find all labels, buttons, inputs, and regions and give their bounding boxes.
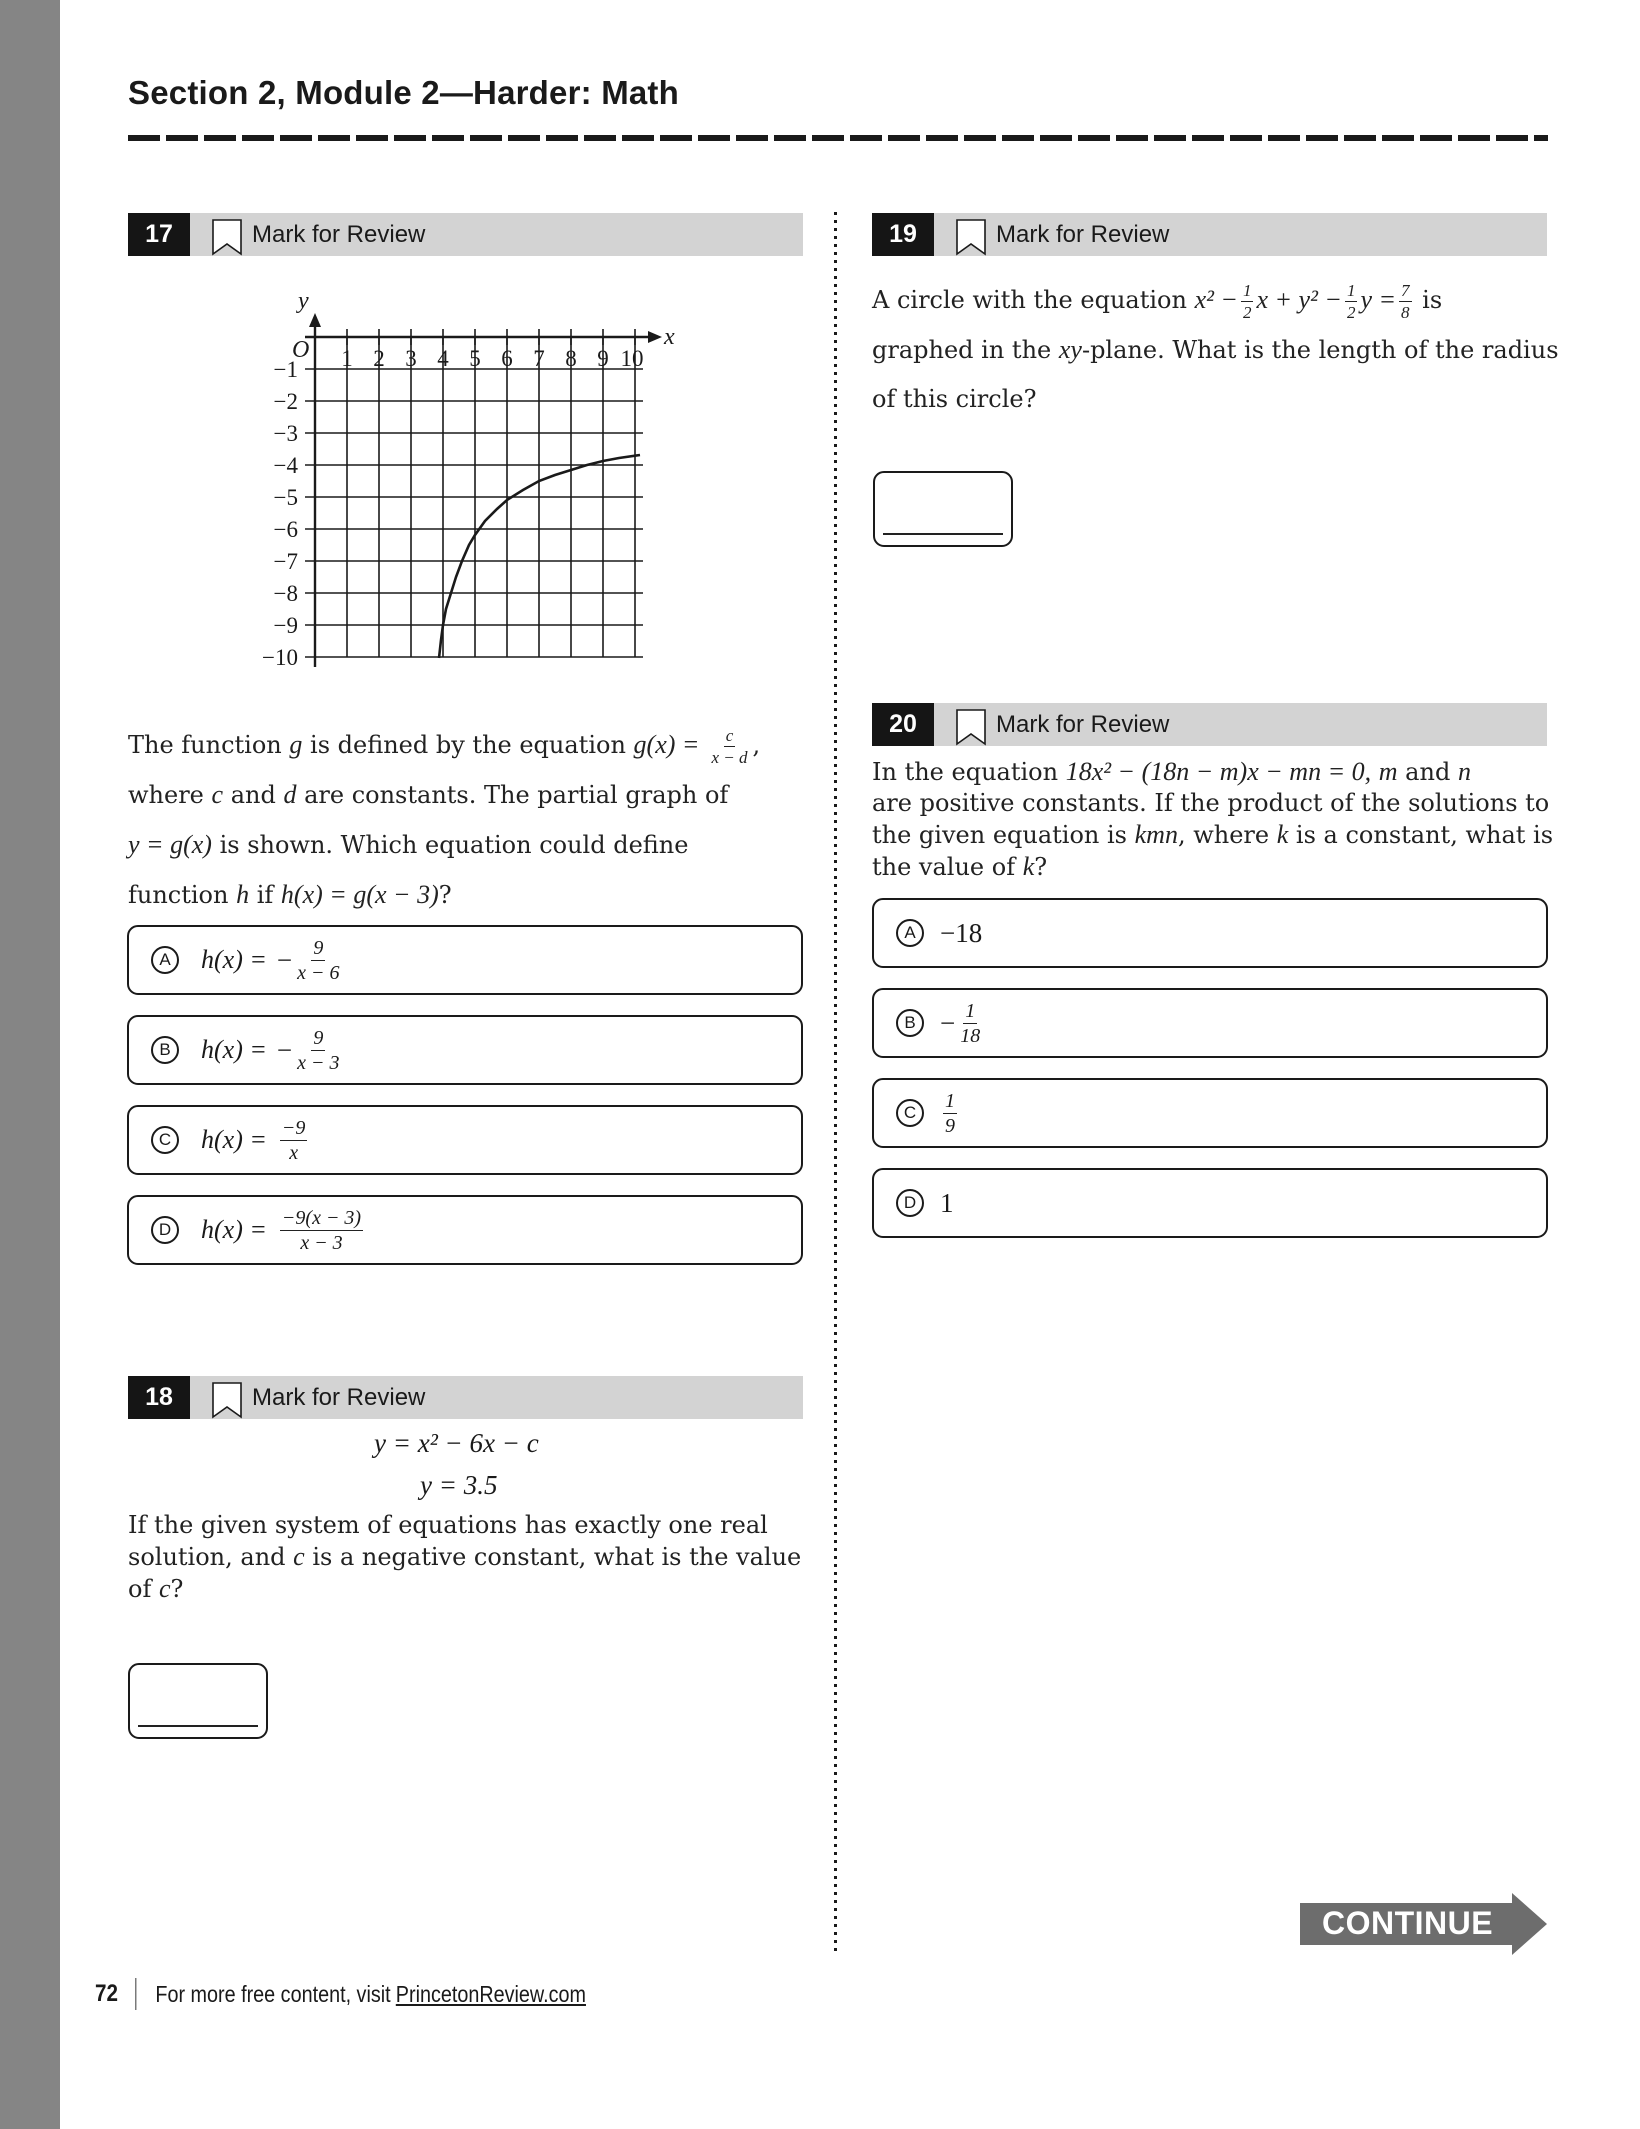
- footer-text: For more free content, visit: [155, 1980, 391, 2007]
- svg-text:2: 2: [373, 346, 385, 371]
- svg-text:8: 8: [565, 346, 577, 371]
- function-graph: [240, 285, 675, 670]
- q20-choice-c[interactable]: C $\frac{1}{9}$: [872, 1078, 1548, 1148]
- q17-choice-a[interactable]: A h(x) = − $\frac{9}{x - 6}$: [127, 925, 803, 995]
- choice-letter-d: D: [896, 1189, 924, 1217]
- q20-choice-d[interactable]: D 1: [872, 1168, 1548, 1238]
- svg-text:−1: −1: [273, 357, 298, 382]
- page-footer: [95, 1978, 586, 2010]
- choice-letter-a: A: [896, 919, 924, 947]
- choice-letter-a: A: [151, 946, 179, 974]
- page-number: 72: [95, 1980, 118, 2007]
- answer-underline: [883, 533, 1003, 535]
- svg-text:7: 7: [533, 346, 545, 371]
- system-equation-2: y = 3.5: [420, 1470, 498, 1500]
- svg-text:10: 10: [620, 346, 644, 371]
- question-19-header: [872, 213, 1547, 256]
- svg-text:−5: −5: [273, 485, 298, 510]
- continue-label: CONTINUE: [1322, 1905, 1494, 1941]
- svg-text:−4: −4: [273, 453, 298, 478]
- svg-text:−3: −3: [273, 421, 298, 446]
- svg-text:−10: −10: [262, 645, 298, 670]
- question-17-stem: The function g is defined by the equation g(x) = $\frac{c}{x - d}$ , where c and d are constants. The partial graph of y = g(x) is shown. Which equation could define function h if h(x) = g(x − 3)?: [128, 726, 761, 909]
- svg-text:6: 6: [501, 346, 513, 371]
- footer-separator: [135, 1978, 136, 2010]
- bookmark-icon[interactable]: [212, 1382, 242, 1418]
- mark-for-review-label[interactable]: Mark for Review: [252, 1383, 426, 1411]
- choice-letter-c: C: [151, 1126, 179, 1154]
- bookmark-icon[interactable]: [956, 219, 986, 255]
- y-axis-label: y: [298, 288, 309, 314]
- origin-label: O: [292, 337, 310, 363]
- svg-text:−9: −9: [273, 613, 298, 638]
- princeton-review-link[interactable]: PrincetonReview.com: [395, 1980, 586, 2007]
- question-18-header: [128, 1376, 803, 1419]
- title-dashed-rule: [128, 135, 1548, 141]
- svg-text:9: 9: [597, 346, 609, 371]
- choice-letter-d: D: [151, 1216, 179, 1244]
- svg-text:5: 5: [469, 346, 481, 371]
- q17-choice-d[interactable]: D h(x) = $\frac{-9(x - 3)}{x - 3}$: [127, 1195, 803, 1265]
- svg-text:−7: −7: [273, 549, 298, 574]
- continue-button[interactable]: [1300, 1893, 1548, 1955]
- bookmark-icon[interactable]: [956, 709, 986, 745]
- svg-text:4: 4: [437, 346, 449, 371]
- q17-choice-b[interactable]: B h(x) = − $\frac{9}{x - 3}$: [127, 1015, 803, 1085]
- q18-answer-input[interactable]: [128, 1663, 268, 1739]
- question-number: 20: [872, 703, 934, 746]
- svg-text:−8: −8: [273, 581, 298, 606]
- question-number: 19: [872, 213, 934, 256]
- choice-letter-c: C: [896, 1099, 924, 1127]
- column-divider: [834, 212, 837, 1952]
- question-19-stem: A circle with the equation x² − $\frac{1}{2}$ x + y² − $\frac{1}{2}$ y = $\frac{7}{8}$ is graphed in the xy-plane. What is the length of the radius of this circle?: [872, 281, 1559, 413]
- question-17-header: [128, 213, 803, 256]
- q20-choice-b[interactable]: B − $\frac{1}{18}$: [872, 988, 1548, 1058]
- svg-text:−6: −6: [273, 517, 298, 542]
- svg-text:−2: −2: [273, 389, 298, 414]
- svg-text:1: 1: [341, 346, 353, 371]
- choice-letter-b: B: [151, 1036, 179, 1064]
- question-number: 18: [128, 1376, 190, 1419]
- q19-answer-input[interactable]: [873, 471, 1013, 547]
- answer-underline: [138, 1725, 258, 1727]
- choice-letter-b: B: [896, 1009, 924, 1037]
- question-20-stem: In the equation 18x² − (18n − m)x − mn = 0, m and n are positive constants. If the product of the solutions to the given equation is kmn, where k is a constant, what is the value of k?: [872, 757, 1554, 881]
- mark-for-review-label[interactable]: Mark for Review: [996, 220, 1170, 248]
- question-number: 17: [128, 213, 190, 256]
- bookmark-icon[interactable]: [212, 219, 242, 255]
- x-axis-label: x: [664, 324, 675, 350]
- mark-for-review-label[interactable]: Mark for Review: [252, 220, 426, 248]
- page-title: Section 2, Module 2—Harder: Math: [128, 74, 679, 111]
- question-20-header: [872, 703, 1547, 746]
- mark-for-review-label[interactable]: Mark for Review: [996, 710, 1170, 738]
- question-18-stem: If the given system of equations has exactly one real solution, and c is a negative constant, what is the value of c?: [128, 1511, 802, 1603]
- svg-text:3: 3: [405, 346, 417, 371]
- q20-choice-a[interactable]: A −18: [872, 898, 1548, 968]
- q17-choice-c[interactable]: C h(x) = $\frac{-9}{x}$: [127, 1105, 803, 1175]
- page-edge-bar: [0, 0, 60, 2129]
- system-equation-1: y = x² − 6x − c: [374, 1428, 539, 1458]
